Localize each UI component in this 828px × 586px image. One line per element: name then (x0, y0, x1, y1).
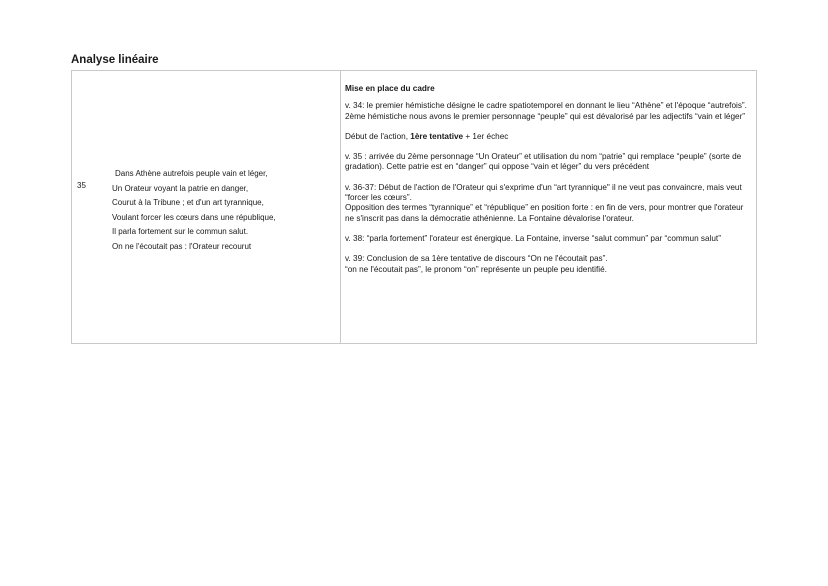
poem-excerpt (112, 167, 276, 254)
analysis-cell (341, 71, 756, 343)
v36-37-line2: Opposition des termes “tyrannique” et “république” en position forte : en fin de vers, pour montrer que l'orateur ne s'inscrit pas dans la démocratie athénienne. La Fontaine dévalorise l'orateur. (345, 203, 744, 223)
v39-line1: v. 39: Conclusion de sa 1ère tentative de discours “On ne l'écoutait pas”. (345, 254, 608, 264)
analysis-paragraph-v35: v. 35 : arrivée du 2ème personnage “Un Orateur” et utilisation du nom “patrie” qui remplace “peuple” (sorte de gradation). Cette patrie est en “danger” qui oppose “vain et léger” du vers précédent (345, 152, 742, 172)
poem-line: Un Orateur voyant la patrie en danger, (112, 183, 249, 193)
analysis-paragraph-v39 (345, 254, 750, 275)
section-heading: Mise en place du cadre (345, 84, 435, 93)
page-title: Analyse linéaire (71, 54, 159, 66)
poem-line: Il parla fortement sur le commun salut. (112, 227, 249, 236)
first-attempt-label: 1ère tentative (410, 131, 464, 141)
analysis-paragraph-v34: v. 34: le premier hémistiche désigne le cadre spatiotemporel en donnant le lieu “Athène” et l'époque “autrefois”. 2ème hémistiche nous avons le premier personnage “peuple” qui est dévalorisé par les adjectifs “vain et léger” (345, 101, 747, 121)
poem-line: Voulant forcer les cœurs dans une république, (112, 212, 276, 222)
action-suffix: + 1er échec (463, 131, 509, 141)
poem-line: On ne l'écoutait pas : l'Orateur recourut (112, 241, 252, 251)
analysis-paragraph-v38: v. 38: “parla fortement” l'orateur est énergique. La Fontaine, inverse “salut commun” par “commun salut” (345, 233, 721, 243)
poem-line: Dans Athène autrefois peuple vain et léger, (115, 169, 268, 178)
analysis-paragraph-v36-37 (345, 183, 750, 224)
verse-number: 35 (77, 181, 86, 190)
analysis-paragraph-action (345, 132, 750, 142)
action-prefix: Début de l'action, (345, 131, 411, 141)
poem-line: Courut à la Tribune ; et d'un art tyrannique, (112, 198, 264, 207)
v39-line2: “on ne l'écoutait pas”, le pronom “on” représente un peuple peu identifié. (345, 264, 607, 274)
analysis-table (71, 70, 757, 344)
verse-cell (72, 71, 341, 343)
v36-37-line1: v. 36-37: Début de l'action de l'Orateur qui s'exprime d'un “art tyrannique" il ne veut pas convaincre, mais veut “forcer les cœurs”. (345, 182, 742, 203)
